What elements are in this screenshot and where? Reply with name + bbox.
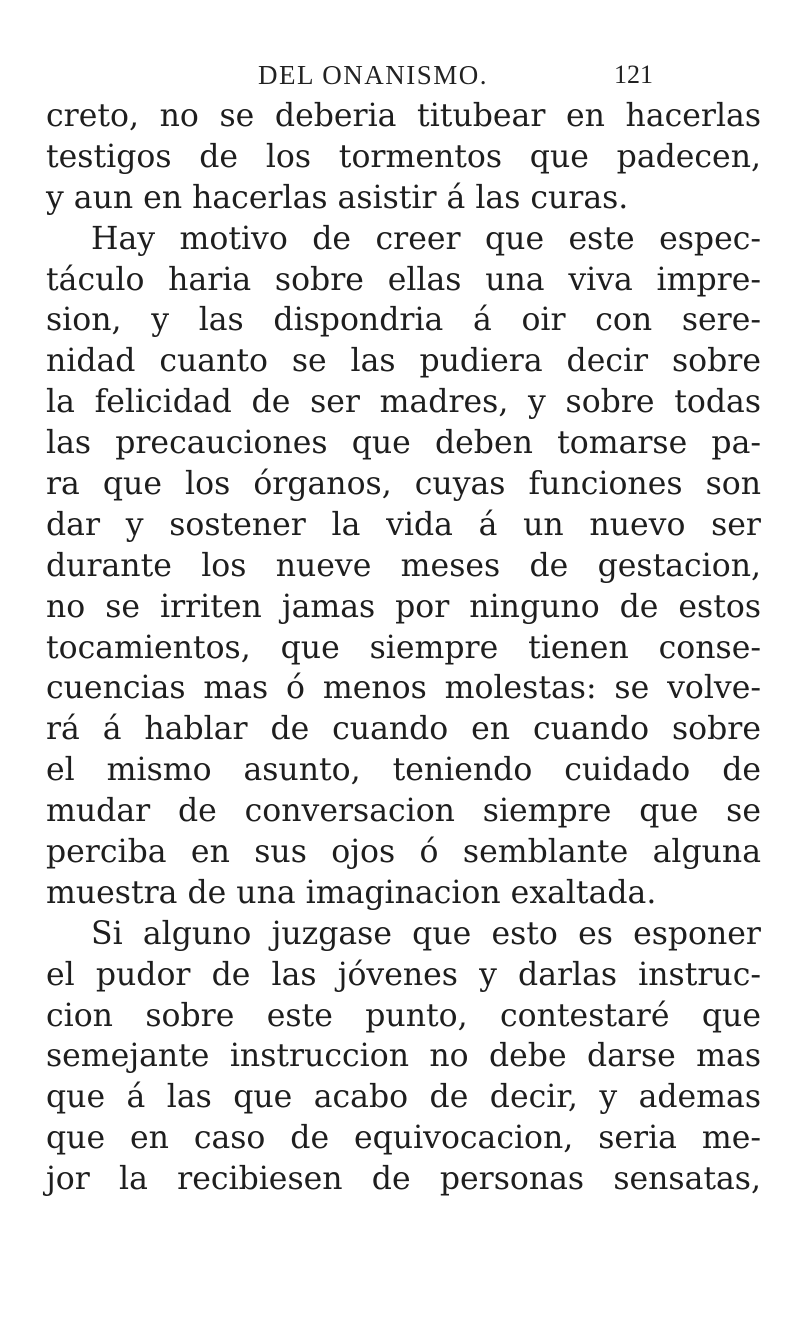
text-line: jor la recibiesen de personas sensatas, [46,1161,761,1198]
text-line: perciba en sus ojos ó semblante alguna [46,834,761,871]
body-text [46,96,761,1200]
text-line: mudar de conversacion siempre que se [46,793,761,830]
text-line: el pudor de las jóvenes y darlas instruc- [46,956,761,993]
text-line: muestra de una imaginacion exaltada. [46,874,657,911]
text-line: nidad cuanto se las pudiera decir sobre [46,343,761,380]
page-number: 121 [614,60,653,89]
text-line: táculo haria sobre ellas una viva impre- [46,261,761,298]
text-line: cuencias mas ó menos molestas: se volve- [46,670,761,707]
running-title: DEL ONANISMO. [258,60,488,90]
text-line: no se irriten jamas por ninguno de estos [46,588,761,625]
text-line: las precauciones que deben tomarse pa- [46,425,761,462]
text-line: sion, y las dispondria á oir con sere- [46,302,761,339]
text-line: el mismo asunto, teniendo cuidado de [46,752,761,789]
text-line: dar y sostener la vida á un nuevo ser [46,506,761,543]
text-line: Si alguno juzgase que esto es esponer [91,915,761,952]
text-line: la felicidad de ser madres, y sobre todas [46,384,761,421]
text-line: tocamientos, que siempre tienen conse- [46,629,761,666]
text-line: cion sobre este punto, contestaré que [46,997,761,1034]
text-line: que á las que acabo de decir, y ademas [46,1079,761,1116]
text-line: rá á hablar de cuando en cuando sobre [46,711,761,748]
text-line: ra que los órganos, cuyas funciones son [46,466,761,503]
text-line: durante los nueve meses de gestacion, [46,547,761,584]
running-head [0,60,800,96]
text-line: y aun en hacerlas asistir á las curas. [46,179,629,216]
text-line: Hay motivo de creer que este espec- [91,220,761,257]
text-line: que en caso de equivocacion, seria me- [46,1120,761,1157]
text-line: testigos de los tormentos que padecen, [46,138,761,175]
text-line: semejante instruccion no debe darse mas [46,1038,761,1075]
text-line: creto, no se deberia titubear en hacerlas [46,98,761,134]
